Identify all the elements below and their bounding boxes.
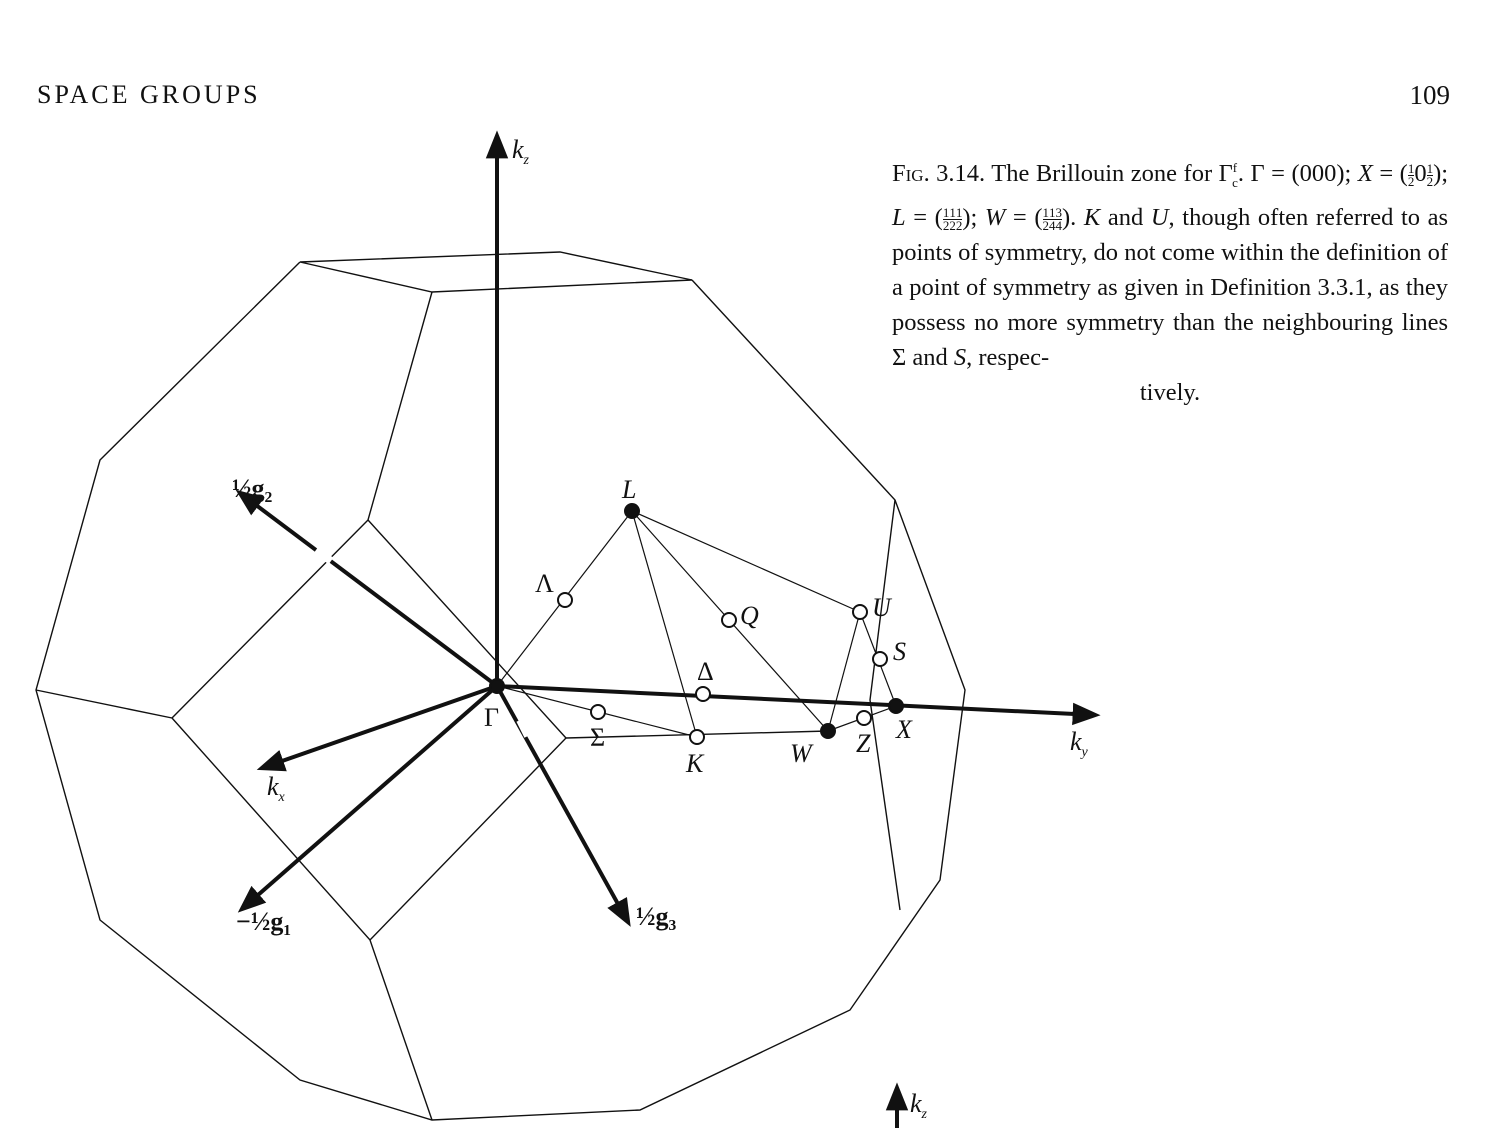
caption-u-name: U [1150, 204, 1169, 232]
axes [240, 136, 1095, 1128]
caption-lead: Fig. 3.14. [892, 160, 986, 188]
kz-axis-next-label: $k_z$ [910, 1089, 927, 1122]
kx-axis-label: $k_x$ [267, 772, 285, 805]
z-point [857, 711, 871, 725]
ky-axis-label: $k_y$ [1070, 727, 1088, 760]
delta-point [696, 687, 710, 701]
caption-gamma-def: Γ = (000); [1250, 160, 1352, 188]
left-upper-edge [172, 292, 432, 718]
g2-label: ½g₂ [232, 474, 273, 503]
kz-axis-label: $k_z$ [512, 135, 529, 168]
lambda-point [558, 593, 572, 607]
u-w-line [828, 612, 860, 731]
caption-tail: , respec- [966, 344, 1050, 372]
l-label: L [622, 475, 637, 504]
gamma-point [490, 679, 504, 693]
w-point [821, 724, 835, 738]
gamma-label: Γ [484, 703, 500, 732]
k-point [690, 730, 704, 744]
delta-label: Δ [697, 657, 714, 686]
sigma-label: Σ [590, 723, 606, 752]
sigma-point [591, 705, 605, 719]
caption-x-name: X [1357, 160, 1373, 188]
u-point [853, 605, 867, 619]
caption-w-name: W [984, 204, 1006, 232]
g3-vector [497, 686, 628, 922]
g1-label: −½g₁ [236, 907, 292, 936]
caption-k-name: K [1083, 204, 1101, 232]
caption-line1: The Brillouin zone for [991, 160, 1213, 188]
caption-lattice: $\Gamma^f_c$. [1218, 160, 1245, 191]
kx-axis [262, 686, 500, 768]
running-head: SPACE GROUPS [37, 80, 261, 109]
caption-body: though often referred to as points of symmetry, do not come within the definition of a point of symmetry as given in Definition 3.3.1, as they possess no more symmetry than the neighbouring lines Σ and [892, 204, 1449, 372]
z-label: Z [856, 729, 871, 758]
w-label: W [790, 739, 812, 768]
l-k-line [632, 511, 697, 737]
g2-vector [240, 493, 497, 686]
caption-s-name: S [953, 344, 967, 372]
caption-last-line: tively. [1139, 379, 1201, 407]
s-point [873, 652, 887, 666]
lambda-label: Λ [535, 569, 554, 598]
u-label: U [872, 593, 891, 622]
page-number: 109 [1409, 80, 1450, 110]
q-point [722, 613, 736, 627]
l-u-line [632, 511, 860, 612]
x-point [889, 699, 903, 713]
s-label: S [893, 637, 906, 666]
ky-axis [497, 686, 1095, 715]
x-label: X [896, 715, 912, 744]
g3-label: ½g₃ [636, 902, 677, 931]
l-point [625, 504, 639, 518]
left-mid-edge [36, 690, 172, 718]
figure-caption: Fig. 3.14. The Brillouin zone for $\Gamma^f_c$. Γ = (000); X = ( $\frac{1}{2}$ 0 $\frac{1}{2}$ ); L = ( $\frac{1}{2}$ $\frac{1}{2}$ $\frac{1}{2}$ ); W = ( $\frac{1}{2}$ $\frac{1}{4}$ $\frac{3}{4}$ ). K and U, though often referred to as points of symmetry, do not come within the definition of a point of symmetry as given in Definition 3.3.1, as they possess no more symmetry than the neighbouring lines Σ and S, respec- tively. [892, 150, 1448, 410]
caption-l-name: L [892, 204, 906, 232]
k-label: K [686, 749, 704, 778]
front-lower-edge [370, 940, 432, 1120]
q-label: Q [740, 601, 759, 630]
